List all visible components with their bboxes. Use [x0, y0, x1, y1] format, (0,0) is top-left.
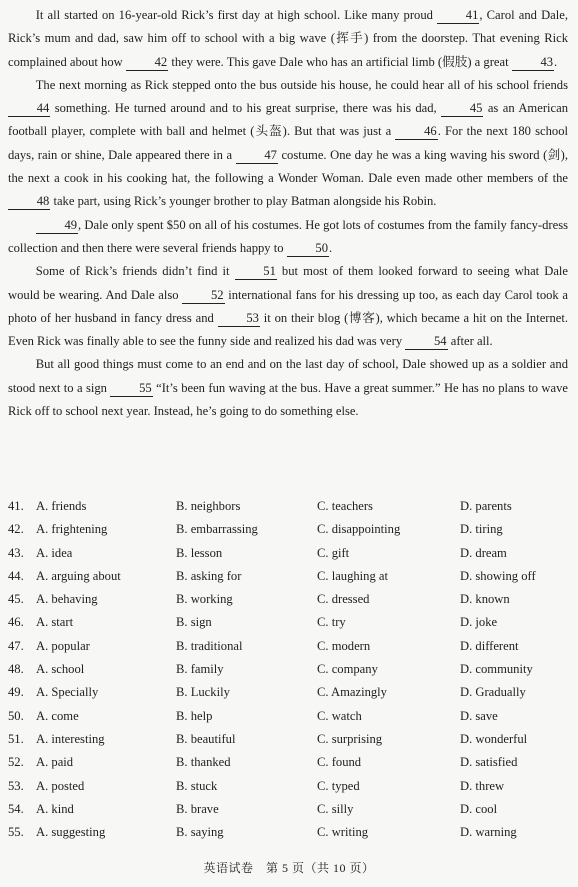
- option-d: D. tiring: [460, 522, 503, 537]
- option-b: B. family: [176, 662, 224, 677]
- question-number: 45.: [8, 592, 24, 607]
- option-d: D. dream: [460, 545, 507, 560]
- option-c: C. laughing at: [317, 568, 389, 583]
- option-a: A. frightening: [36, 522, 108, 537]
- option-c: C. gift: [317, 545, 350, 560]
- passage-text: take part, using Rick’s younger brother to play Batman alongside his Robin.: [50, 194, 437, 209]
- blank-50: 50: [287, 241, 329, 257]
- option-a: A. kind: [36, 801, 74, 816]
- option-a: A. behaving: [36, 592, 98, 607]
- passage-text: But all good things must come to an end and on the last day of school, Dale showed up as a soldier and stood next to a sign: [8, 357, 568, 395]
- blank-47: 47: [236, 148, 278, 164]
- passage-text: something. He turned around and to his great surprise, there was his dad,: [50, 101, 442, 116]
- option-d: D. warning: [460, 825, 517, 840]
- question-options-row: [8, 565, 573, 588]
- blank-43: 43: [512, 55, 554, 71]
- passage-paragraph: [8, 74, 568, 214]
- option-d: D. joke: [460, 615, 498, 630]
- option-c: C. teachers: [317, 499, 373, 513]
- option-c: C. silly: [317, 801, 354, 816]
- option-b: B. saying: [176, 825, 224, 840]
- option-b: B. stuck: [176, 778, 218, 793]
- option-a: A. school: [36, 662, 85, 677]
- question-number: 43.: [8, 545, 24, 560]
- blank-53: 53: [218, 311, 260, 327]
- option-d: D. wonderful: [460, 731, 528, 746]
- passage-text: The next morning as Rick stepped onto the bus outside his house, he could hear all of his school friends: [35, 77, 568, 92]
- question-number: 54.: [8, 801, 24, 816]
- question-options-row: [8, 588, 573, 611]
- option-b: B. Luckily: [176, 685, 230, 700]
- passage-text: .: [554, 54, 558, 69]
- option-a: A. come: [36, 708, 79, 723]
- passage-paragraph: [8, 214, 568, 261]
- passage-text: “It’s been fun waving at the bus. Have a great summer.” He has no plans to wave Rick off to school next year. Instead, he’s going to do something else.: [8, 380, 568, 419]
- passage-text: costume. One day he was a king waving his sword (剑), the next a cook in his cooking hat, the following a Wonder Woman. Dale even made other members of the: [8, 147, 568, 186]
- passage-text: , Carol and Dale, Rick’s mum and dad, saw him off to school with a big wave (挥手) from the doorstep. That evening Rick complained about how: [8, 8, 568, 69]
- option-c: C. watch: [317, 708, 362, 723]
- option-c: C. modern: [317, 638, 371, 653]
- option-d: D. showing off: [460, 568, 536, 583]
- question-number: 41.: [8, 499, 24, 513]
- question-number: 55.: [8, 825, 24, 840]
- passage-text: .: [329, 240, 333, 255]
- passage-text: It all started on 16-year-old Rick’s first day at high school. Like many proud: [35, 8, 438, 22]
- option-a: A. posted: [36, 778, 85, 793]
- blank-52: 52: [182, 288, 224, 304]
- blank-44: 44: [8, 101, 50, 117]
- question-number: 47.: [8, 638, 24, 653]
- blank-46: 46: [395, 124, 437, 140]
- option-b: B. help: [176, 708, 213, 723]
- option-d: D. cool: [460, 801, 498, 816]
- blank-42: 42: [126, 55, 168, 71]
- option-b: B. traditional: [176, 638, 243, 653]
- option-b: B. embarrassing: [176, 522, 258, 537]
- question-options-row: [8, 681, 573, 704]
- blank-48: 48: [8, 194, 50, 210]
- option-a: A. arguing about: [36, 568, 121, 583]
- option-b: B. lesson: [176, 545, 223, 560]
- option-d: D. Gradually: [460, 685, 526, 700]
- question-number: 52.: [8, 755, 24, 770]
- question-options-row: [8, 798, 573, 821]
- blank-45: 45: [441, 101, 483, 117]
- question-options-row: [8, 495, 573, 518]
- blank-51: 51: [235, 264, 277, 280]
- page-footer: 英语试卷 第 5 页（共 10 页）: [203, 861, 375, 875]
- option-d: D. satisfied: [460, 755, 518, 770]
- option-d: D. known: [460, 592, 510, 607]
- option-b: B. sign: [176, 615, 212, 630]
- question-options-row: [8, 518, 573, 541]
- option-a: A. start: [36, 615, 74, 630]
- question-options-row: [8, 542, 573, 565]
- passage-text: but most of them looked forward to seeing what Dale would be wearing. And Dale also: [8, 264, 569, 302]
- option-a: A. suggesting: [36, 825, 106, 840]
- question-options-row: [8, 611, 573, 634]
- option-a: A. paid: [36, 755, 74, 770]
- options-list: [8, 495, 573, 844]
- option-b: B. beautiful: [176, 731, 236, 746]
- option-d: D. different: [460, 638, 519, 653]
- option-c: C. company: [317, 662, 378, 677]
- passage-text: international fans for his dressing up too, as each day Carol took a photo of her husband in fancy dress and: [8, 287, 568, 325]
- option-d: D. community: [460, 662, 533, 677]
- option-d: D. threw: [460, 778, 505, 793]
- option-c: C. Amazingly: [317, 685, 387, 700]
- option-a: A. interesting: [36, 731, 105, 746]
- blank-49: 49: [36, 218, 78, 234]
- question-options-row: [8, 705, 573, 728]
- option-b: B. thanked: [176, 755, 231, 770]
- option-b: B. brave: [176, 801, 219, 816]
- blank-55: 55: [110, 381, 152, 397]
- option-a: A. friends: [36, 499, 87, 513]
- question-options-row: [8, 821, 573, 844]
- option-c: C. found: [317, 755, 362, 770]
- passage-paragraph: [8, 4, 568, 74]
- passage-text: , Dale only spent $50 on all of his costumes. He got lots of costumes from the family fancy-dress collection and then there were several friends happy to: [8, 217, 568, 255]
- option-b: B. neighbors: [176, 499, 241, 513]
- question-number: 50.: [8, 708, 24, 723]
- question-options-row: [8, 658, 573, 681]
- question-number: 53.: [8, 778, 24, 793]
- passage-text: as an American football player, complete with ball and helmet (头盔). But that was just a: [8, 101, 568, 139]
- option-d: D. parents: [460, 499, 512, 513]
- option-a: A. idea: [36, 545, 73, 560]
- question-number: 51.: [8, 731, 24, 746]
- option-a: A. Specially: [36, 685, 99, 700]
- cloze-passage: [8, 4, 568, 423]
- option-c: C. disappointing: [317, 522, 401, 537]
- passage-text: Some of Rick’s friends didn’t find it: [35, 264, 235, 279]
- question-number: 42.: [8, 522, 24, 537]
- option-c: C. writing: [317, 825, 369, 840]
- blank-54: 54: [405, 334, 447, 350]
- passage-paragraph: [8, 260, 568, 353]
- option-d: D. save: [460, 708, 498, 723]
- question-number: 46.: [8, 615, 24, 630]
- option-b: B. asking for: [176, 568, 242, 583]
- question-options-row: [8, 751, 573, 774]
- passage-text: it on their blog (博客), which became a hit on the Internet. Even Rick was finally able to see the funny side and realized his dad was very: [8, 310, 569, 349]
- question-number: 44.: [8, 568, 24, 583]
- question-options-row: [8, 728, 573, 751]
- passage-text: . For the next 180 school days, rain or shine, Dale appeared there in a: [8, 124, 568, 162]
- passage-paragraph: [8, 353, 568, 423]
- option-b: B. working: [176, 592, 233, 607]
- blank-41: 41: [437, 8, 479, 24]
- option-a: A. popular: [36, 638, 90, 653]
- option-c: C. typed: [317, 778, 360, 793]
- option-c: C. dressed: [317, 592, 370, 607]
- passage-text: they were. This gave Dale who has an artificial limb (假肢) a great: [168, 54, 512, 69]
- question-options-row: [8, 635, 573, 658]
- option-c: C. try: [317, 615, 346, 630]
- question-number: 49.: [8, 685, 24, 700]
- passage-text: after all.: [447, 334, 493, 349]
- option-c: C. surprising: [317, 731, 383, 746]
- question-number: 48.: [8, 662, 24, 677]
- question-options-row: [8, 775, 573, 798]
